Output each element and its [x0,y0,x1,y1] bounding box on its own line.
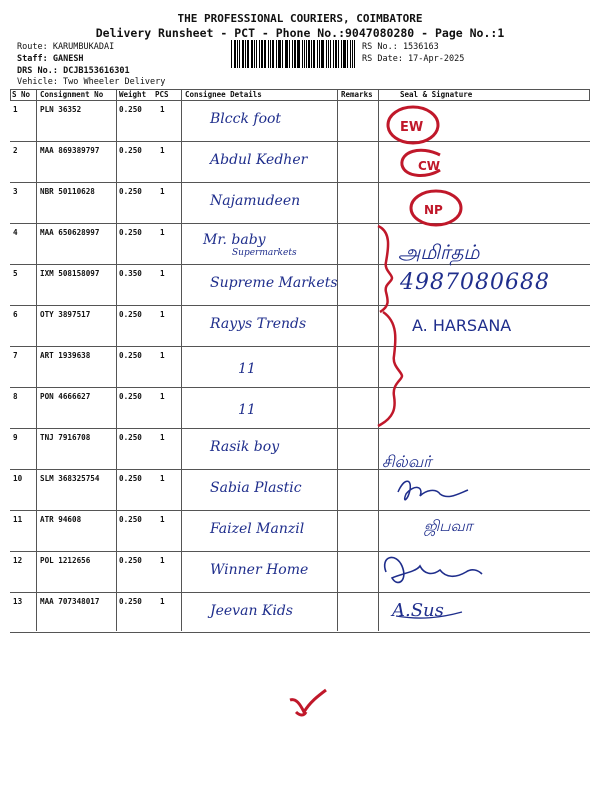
row-pcs: 1 [160,228,165,237]
rs-date: RS Date: 17-Apr-2025 [362,54,465,64]
row-pcs: 1 [160,433,165,442]
row-weight: 0.250 [119,310,142,319]
staff-value: GANESH [52,54,84,64]
row-pcs: 1 [160,310,165,319]
row-pcs: 1 [160,515,165,524]
row-consignee: Winner Home [210,562,309,578]
red-brace-rows-4-5-icon [378,226,392,312]
row-consignment-no: OTY 3897517 [40,310,91,319]
row-consignee: Rayys Trends [210,316,307,332]
row-consignee: Blcck foot [210,111,282,127]
red-tick-icon [290,690,326,715]
row-consignment-no: PLN 36352 [40,105,82,114]
row-consignee: Najamudeen [210,193,301,209]
stamp-3-text: NP [424,203,443,217]
row-pcs: 1 [160,597,165,606]
row-weight: 0.250 [119,556,142,565]
row-consignee: Sabia Plastic [210,480,302,496]
row-sno: 9 [13,433,18,442]
row-consignee: Mr. baby [203,232,266,248]
vehicle-info: Vehicle: Two Wheeler Delivery [17,77,166,87]
rs-number: RS No.: 1536163 [362,42,439,52]
row-consignment-no: TNJ 7916708 [40,433,91,442]
col-header-sno: S No [12,90,31,99]
row-consignment-no: POL 1212656 [40,556,91,565]
col-header-pcs: PCS [155,90,169,99]
document-subtitle: Delivery Runsheet - PCT - Phone No.:9047080280 - Page No.:1 [95,26,505,40]
col-header-consignment: Consignment No [40,90,104,99]
row-sno: 2 [13,146,18,155]
row-consignment-no: ART 1939638 [40,351,91,360]
row-consignee-line-2: Supermarkets [232,248,297,258]
row-weight: 0.250 [119,146,142,155]
row-pcs: 1 [160,474,165,483]
row-sno: 5 [13,269,18,278]
row-consignment-no: MAA 869389797 [40,146,100,155]
row-weight: 0.250 [119,187,142,196]
row-consignee: Jeevan Kids [210,603,293,619]
row-consignment-no: IXM 508158097 [40,269,100,278]
row-consignment-no: MAA 707348017 [40,597,100,606]
row-sno: 8 [13,392,18,401]
route-label: Route: KARUMBUKADAI [17,42,115,52]
harsana-name: A. HARSANA [412,316,512,335]
stamp-1-text: EW [400,120,424,135]
document-title: THE PROFESSIONAL COURIERS, COIMBATORE [177,12,423,25]
row-sno: 6 [13,310,18,319]
row-weight: 0.250 [119,392,142,401]
drs-value: DCJB153616301 [63,66,130,76]
row-weight: 0.250 [119,433,142,442]
row-sno: 10 [13,474,23,483]
row-weight: 0.250 [119,351,142,360]
row-weight: 0.250 [119,228,142,237]
signature-row-12-icon [385,557,482,582]
col-header-consignee: Consignee Details [185,90,262,99]
row-consignment-no: SLM 368325754 [40,474,100,483]
row-sno: 1 [13,105,18,114]
tamil-signature-2: சில்வர் [382,452,432,471]
row-sno: 3 [13,187,18,196]
row-weight: 0.250 [119,597,142,606]
row-sno: 12 [13,556,23,565]
signature-row-11: ஜிபவா [424,517,473,535]
stamp-2-text: CW [418,159,441,173]
red-brace-rows-6-8-icon [378,312,402,426]
phone-number: 4987080688 [400,270,550,295]
row-consignment-no: MAA 650628997 [40,228,100,237]
row-consignment-no: PON 4666627 [40,392,91,401]
row-consignee: 11 [238,361,256,377]
row-consignee: Faizel Manzil [210,521,305,537]
staff-label: Staff: [17,54,48,64]
signature-row-10-icon [398,481,468,500]
row-sno: 7 [13,351,18,360]
row-pcs: 1 [160,351,165,360]
row-pcs: 1 [160,556,165,565]
row-weight: 0.250 [119,474,142,483]
row-sno: 11 [13,515,23,524]
row-pcs: 1 [160,392,165,401]
row-pcs: 1 [160,146,165,155]
row-consignee: 11 [238,402,256,418]
row-sno: 13 [13,597,23,606]
row-weight: 0.250 [119,515,142,524]
row-consignee: Supreme Markets [210,275,338,291]
signature-row-13: A.Sus [392,600,444,621]
row-weight: 0.250 [119,105,142,114]
row-weight: 0.350 [119,269,142,278]
row-pcs: 1 [160,105,165,114]
row-pcs: 1 [160,187,165,196]
col-header-weight: Weight [119,90,147,99]
tamil-signature-1: அமிர்தம் [398,240,480,264]
drs-label: DRS No.: [17,66,58,76]
row-pcs: 1 [160,269,165,278]
col-header-remarks: Remarks [341,90,373,99]
row-consignment-no: NBR 50110628 [40,187,95,196]
row-consignment-no: ATR 94608 [40,515,82,524]
row-consignee: Rasik boy [210,439,280,455]
signature-row-13-underline-icon [396,612,462,618]
col-header-seal: Seal & Signature [400,90,473,99]
row-sno: 4 [13,228,18,237]
row-consignee: Abdul Kedher [210,152,308,168]
